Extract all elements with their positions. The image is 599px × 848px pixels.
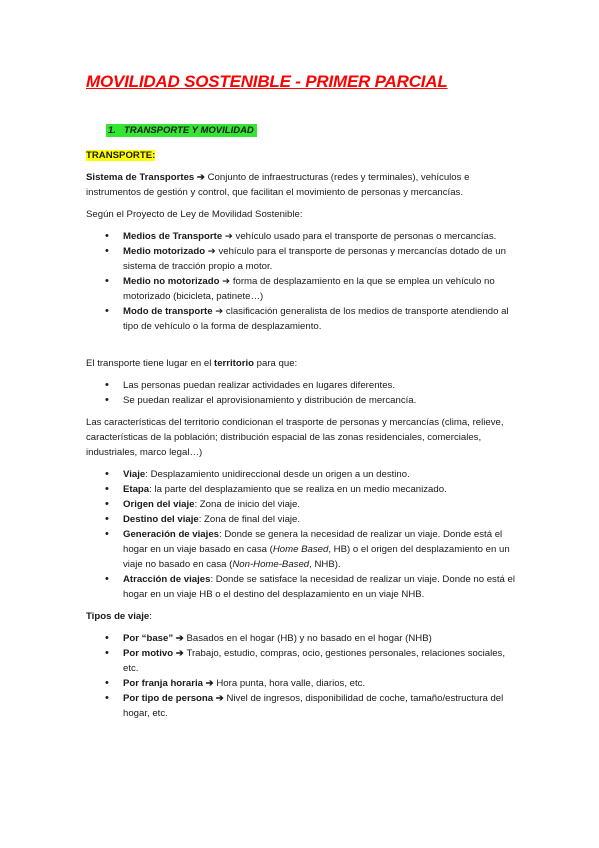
- sistema-term: Sistema de Transportes: [86, 172, 195, 183]
- arrow-icon: ➔: [213, 693, 227, 704]
- tipos-heading: [86, 609, 516, 624]
- viaje-term: Viaje: [123, 469, 146, 480]
- ley-text: clasificación generalista de los medios de transporte atendiendo al tipo de vehículo o la forma de desplazamiento.: [123, 306, 509, 332]
- document-body: [86, 148, 516, 721]
- generacion-italic-2: Non-Home-Based: [232, 559, 310, 570]
- territorio-post: para que:: [253, 358, 298, 369]
- destino-text: : Zona de final del viaje.: [198, 514, 301, 525]
- list-item: [86, 482, 516, 497]
- section-heading: [106, 124, 257, 137]
- ley-term: Modo de transporte: [123, 306, 213, 317]
- list-item: • Las personas puedan realizar actividades en lugares diferentes.: [86, 378, 516, 393]
- territorio-paragraph: [86, 356, 516, 371]
- ley-text: vehículo usado para el transporte de personas o mercancías.: [235, 231, 497, 242]
- list-item: [86, 229, 516, 244]
- arrow-icon: ➔: [194, 172, 208, 183]
- list-item: [86, 676, 516, 691]
- generacion-italic-1: Home Based: [272, 544, 329, 555]
- etapa-term: Etapa: [123, 484, 150, 495]
- viaje-list: [86, 467, 516, 602]
- etapa-text: : la parte del desplazamiento que se realiza en un medio mecanizado.: [149, 484, 447, 495]
- atraccion-text: : Donde se satisface la necesidad de realizar un viaje. Donde no está el hogar en un viaje HB o el destino del desplazamiento en un viaje NHB.: [123, 574, 515, 600]
- origen-text: : Zona de inicio del viaje.: [194, 499, 301, 510]
- list-item: [86, 304, 516, 334]
- ley-term: Medios de Transporte: [123, 231, 223, 242]
- arrow-icon: ➔: [173, 648, 187, 659]
- list-item: [86, 527, 516, 572]
- page-title: MOVILIDAD SOSTENIBLE - PRIMER PARCIAL: [86, 72, 448, 91]
- transporte-heading-para: [86, 148, 516, 163]
- ley-term: Medio no motorizado: [123, 276, 220, 287]
- ley-text: vehículo para el transporte de personas y mercancías dotado de un sistema de tracción propio a motor.: [123, 246, 506, 272]
- tipos-term: Tipos de viaje: [86, 611, 150, 622]
- tipo-term: Por franja horaria: [123, 678, 203, 689]
- section-number: 1.: [108, 125, 116, 136]
- list-item: [86, 467, 516, 482]
- territorio-term: territorio: [214, 358, 254, 369]
- territorio-pre: El transporte tiene lugar en el: [86, 358, 214, 369]
- ley-text: forma de desplazamiento en la que se emplea un vehículo no motorizado (bicicleta, patinete…): [123, 276, 495, 302]
- sistema-text: Conjunto de infraestructuras (redes y terminales), vehículos e instrumentos de gestión y control, que facilitan el movimiento de personas y mercancías.: [86, 172, 470, 198]
- tipos-list: [86, 631, 516, 721]
- tipo-text: Basados en el hogar (HB) y no basado en el hogar (NHB): [186, 633, 432, 644]
- ley-term: Medio motorizado: [123, 246, 206, 257]
- list-item: [86, 274, 516, 304]
- section-label: TRANSPORTE Y MOVILIDAD: [123, 125, 254, 136]
- list-item: [86, 244, 516, 274]
- sistema-paragraph: [86, 170, 516, 200]
- arrow-icon: ➔: [212, 306, 226, 317]
- list-item: [86, 631, 516, 646]
- ley-list: [86, 229, 516, 334]
- list-item: [86, 512, 516, 527]
- viaje-text: : Desplazamiento unidireccional desde un origen a un destino.: [145, 469, 410, 480]
- list-item: [86, 691, 516, 721]
- tipo-term: Por motivo: [123, 648, 174, 659]
- list-item: [86, 646, 516, 676]
- arrow-icon: ➔: [222, 231, 236, 242]
- list-item: • Se puedan realizar el aprovisionamiento y distribución de mercancía.: [86, 393, 516, 408]
- generacion-text-2: , HB) o el origen del desplazamiento en un viaje no basado en casa (: [123, 544, 510, 570]
- arrow-icon: ➔: [205, 246, 219, 257]
- arrow-icon: ➔: [219, 276, 233, 287]
- generacion-text-3: , NHB).: [309, 559, 341, 570]
- generacion-term: Generación de viajes: [123, 529, 219, 540]
- list-item: [86, 572, 516, 602]
- origen-term: Origen del viaje: [123, 499, 195, 510]
- list-item: [86, 497, 516, 512]
- tipo-text: Nivel de ingresos, disponibilidad de coche, tamaño/estructura del hogar, etc.: [123, 693, 504, 719]
- transporte-heading: TRANSPORTE:: [86, 150, 156, 161]
- tipo-term: Por “base”: [123, 633, 174, 644]
- atraccion-term: Atracción de viajes: [123, 574, 211, 585]
- generacion-text-1: : Donde se genera la necesidad de realizar un viaje. Donde está el hogar en un viaje basado en casa (: [123, 529, 503, 555]
- tipo-text: Trabajo, estudio, compras, ocio, gestiones personales, relaciones sociales, etc.: [123, 648, 506, 674]
- tipo-text: Hora punta, hora valle, diarios, etc.: [216, 678, 366, 689]
- tipo-term: Por tipo de persona: [123, 693, 214, 704]
- caracteristicas-paragraph: Las características del territorio condicionan el trasporte de personas y mercancías (clima, relieve, características de la población; distribución espacial de las zonas residenciales, comerciales, industriales, marco legal…): [86, 417, 504, 458]
- territorio-list: [86, 378, 516, 408]
- ley-intro: Según el Proyecto de Ley de Movilidad Sostenible:: [86, 209, 303, 220]
- destino-term: Destino del viaje: [123, 514, 199, 525]
- arrow-icon: ➔: [173, 633, 187, 644]
- arrow-icon: ➔: [202, 678, 217, 689]
- tipos-post: :: [149, 611, 152, 622]
